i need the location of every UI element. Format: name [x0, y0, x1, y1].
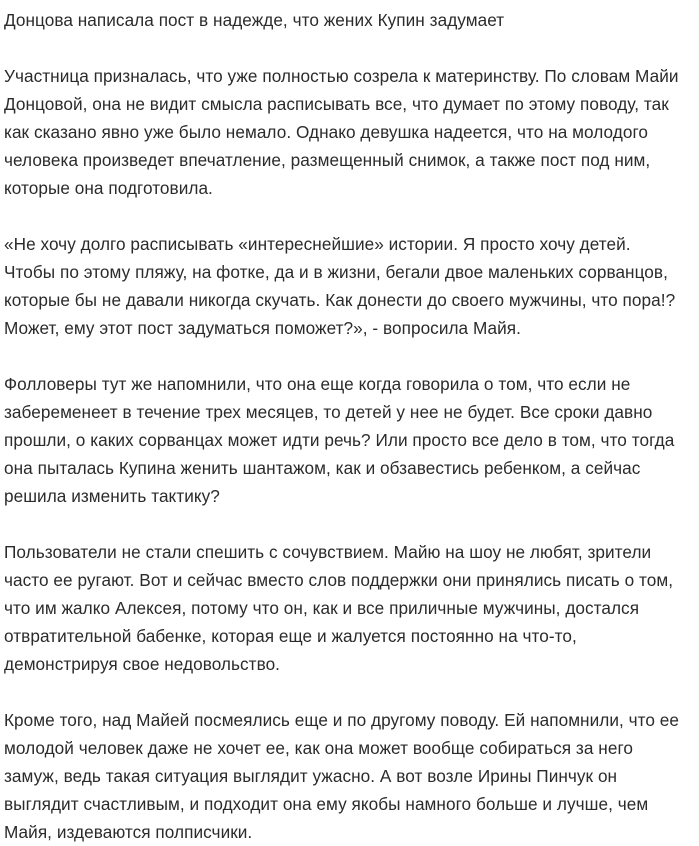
- article-paragraph: Пользователи не стали спешить с сочувствием. Майю на шоу не любят, зрители часто ее ругают. Вот и сейчас вместо слов поддержки они принялись писать о том, что им жалко Алексея, потому что он, как и все приличные мужчины, достался отвратительной бабенке, которая еще и жалуется постоянно на что-то, демонстрируя свое недовольство.: [4, 542, 674, 674]
- article-paragraph: Кроме того, над Майей посмеялись еще и по другому поводу. Ей напомнили, что ее молодой человек даже не хочет ее, как она может вообще собираться за него замуж, ведь такая ситуация выглядит ужасно. А вот возле Ирины Пинчук он выглядит счастливым, и подходит она ему якобы намного больше и лучше, чем Майя, издеваются полписчики.: [4, 710, 680, 842]
- page-title: Донцова написала пост в надежде, что жених Купин задумает: [4, 10, 505, 30]
- article-paragraph: «Не хочу долго расписывать «интереснейшие» истории. Я просто хочу детей. Чтобы по этому пляжу, на фотке, да и в жизни, бегали двое маленьких сорванцов, которые бы не давали никогда скучать. Как донести до своего мужчины, что пора!? Может, ему этот пост задуматься поможет?», - вопросила Майя.: [4, 234, 676, 338]
- article-paragraph: Участница призналась, что уже полностью созрела к материнству. По словам Майи Донцовой, она не видит смысла расписывать все, что думает по этому поводу, так как сказано явно уже было немало. Однако девушка надеется, что на молодого человека произведет впечатление, размещенный снимок, а также пост под ним, которые она подготовила.: [4, 66, 679, 198]
- article-paragraph: Фолловеры тут же напомнили, что она еще когда говорила о том, что если не забеременеет в течение трех месяцев, то детей у нее не будет. Все сроки давно прошли, о каких сорванцах может идти речь? Или просто все дело в том, что тогда она пыталась Купина женить шантажом, как и обзавестись ребенком, а сейчас решила изменить тактику?: [4, 374, 675, 506]
